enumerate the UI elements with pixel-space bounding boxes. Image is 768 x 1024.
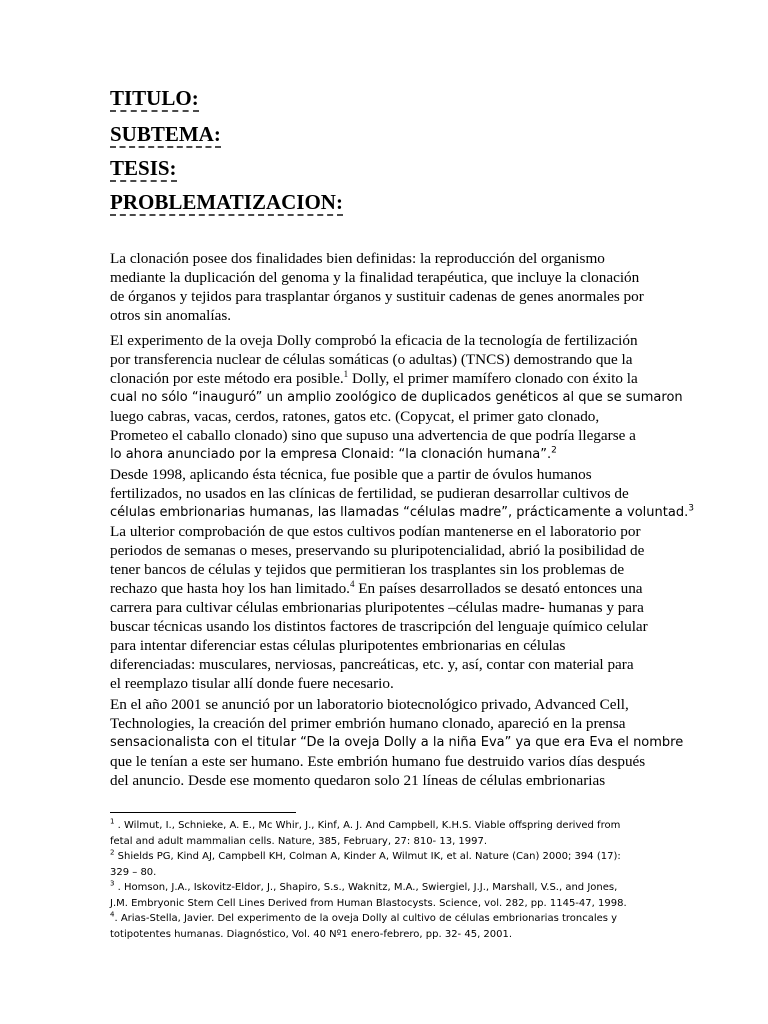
heading-subtema: SUBTEMA:	[110, 122, 221, 146]
footnote-2	[110, 849, 658, 865]
paragraph-2-text: lo ahora anunciado por la empresa Clonaid: “la clonación humana”.	[110, 447, 552, 462]
heading-tesis: TESIS:	[110, 156, 177, 180]
paragraph-3-line: tener bancos de células y tejidos que permitieran los trasplantes sin los problemas de	[110, 561, 625, 578]
footnote-mark: 2	[110, 848, 115, 857]
footnote-ref-1: 1	[343, 368, 349, 379]
paragraph-3-line: buscar técnicas usando los distintos factores de trascripción del lenguaje químico celular	[110, 618, 648, 635]
paragraph-4-line: que le tenían a este ser humano. Este embrión humano fue destruido varios días después	[110, 753, 646, 770]
paragraph-3-text: En países desarrollados se desató entonces una	[354, 580, 643, 597]
paragraph-3-text: rechazo que hasta hoy los han limitado.	[110, 580, 350, 597]
paragraph-3	[110, 465, 694, 693]
footnote-text: . Arias-Stella, Javier. Del experimento de la oveja Dolly al cultivo de células embrionarias troncales y	[114, 913, 618, 924]
footnote-ref-3: 3	[688, 503, 694, 514]
paragraph-2-line: El experimento de la oveja Dolly comprobó la eficacia de la tecnología de fertilización	[110, 332, 638, 349]
footnote-3-cont: J.M. Embryonic Stem Cell Lines Derived from Human Blastocysts. Science, vol. 282, pp. 1145-47, 1998.	[110, 897, 627, 909]
footnote-3	[110, 880, 658, 896]
paragraph-1-line: La clonación posee dos finalidades bien definidas: la reproducción del organismo	[110, 250, 605, 267]
paragraph-2-line	[110, 445, 658, 464]
paragraph-3-line: Desde 1998, aplicando ésta técnica, fue posible que a partir de óvulos humanos	[110, 466, 592, 483]
paragraph-2-text: clonación por este método era posible.	[110, 370, 344, 387]
footnote-mark: 1	[110, 817, 115, 826]
footnote-1	[110, 818, 658, 834]
footnote-4	[110, 911, 658, 927]
footnote-mark: 3	[110, 879, 115, 888]
paragraph-3-line: para intentar diferenciar estas células pluripotentes embrionarias en células	[110, 637, 566, 654]
heading-problematizacion: PROBLEMATIZACION:	[110, 190, 343, 214]
footnote-4-cont: totipotentes humanas. Diagnóstico, Vol. 40 Nº1 enero-febrero, pp. 32- 45, 2001.	[110, 928, 513, 940]
paragraph-1	[110, 249, 658, 325]
paragraph-3-line: el reemplazo tisular allí donde fuere necesario.	[110, 675, 394, 692]
footnote-text: . Wilmut, I., Schnieke, A. E., Mc Whir, J., Kinf, A. J. And Campbell, K.H.S. Viable offspring derived from	[114, 820, 621, 831]
paragraph-3-line: carrera para cultivar células embrionarias pluripotentes –células madre- humanas y para	[110, 599, 644, 616]
paragraph-2	[110, 331, 683, 464]
paragraph-3-text: células embrionarias humanas, las llamadas “células madre”, prácticamente a voluntad.	[110, 505, 689, 520]
paragraph-3-line: La ulterior comprobación de que estos cultivos podían mantenerse en el laboratorio por	[110, 523, 641, 540]
paragraph-4-line: En el año 2001 se anunció por un laboratorio biotecnológico privado, Advanced Cell,	[110, 696, 629, 713]
paragraph-2-line	[110, 369, 658, 388]
footnote-2-cont: 329 – 80.	[110, 866, 157, 878]
footnote-ref-2: 2	[551, 445, 557, 456]
paragraph-2-line: cual no sólo “inauguró” un amplio zoológico de duplicados genéticos al que se sumaron	[110, 390, 683, 405]
paragraph-3-line	[110, 503, 694, 522]
paragraph-1-line: mediante la duplicación del genoma y la finalidad terapéutica, que incluye la clonación	[110, 269, 640, 286]
heading-titulo: TITULO:	[110, 86, 199, 110]
paragraph-1-line: de órganos y tejidos para trasplantar órganos y sustituir cadenas de genes anormales por	[110, 288, 644, 305]
paragraph-2-line: luego cabras, vacas, cerdos, ratones, gatos etc. (Copycat, el primer gato clonado,	[110, 408, 600, 425]
paragraph-4	[110, 695, 684, 790]
paragraph-2-line: Prometeo el caballo clonado) sino que supuso una advertencia de que podría llegarse a	[110, 427, 636, 444]
paragraph-4-line: del anuncio. Desde ese momento quedaron solo 21 líneas de células embrionarias	[110, 772, 606, 789]
paragraph-4-line: Technologies, la creación del primer embrión humano clonado, apareció en la prensa	[110, 715, 626, 732]
paragraph-3-line: fertilizados, no usados en las clínicas de fertilidad, se pudieran desarrollar cultivos de	[110, 485, 629, 502]
footnote-separator	[110, 812, 296, 813]
paragraph-4-line: sensacionalista con el titular “De la oveja Dolly a la niña Eva” ya que era Eva el nombre	[110, 735, 684, 750]
paragraph-3-line: diferenciadas: musculares, nerviosas, pancreáticas, etc. y, así, contar con material para	[110, 656, 634, 673]
paragraph-2-line: por transferencia nuclear de células somáticas (o adultas) (TNCS) demostrando que la	[110, 351, 633, 368]
paragraph-3-line	[110, 579, 658, 598]
footnotes	[110, 818, 658, 942]
paragraph-2-text: Dolly, el primer mamífero clonado con éxito la	[348, 370, 638, 387]
footnote-text: Shields PG, Kind AJ, Campbell KH, Colman A, Kinder A, Wilmut IK, et al. Nature (Can) 2000; 394 (17):	[114, 851, 621, 862]
paragraph-1-line: otros sin anomalías.	[110, 307, 232, 324]
footnote-ref-4: 4	[349, 578, 355, 589]
footnote-mark: 4	[110, 910, 115, 919]
footnote-text: . Homson, J.A., Iskovitz-Eldor, J., Shapiro, S.s., Waknitz, M.A., Swiergiel, J.J., Marshall, V.S., and Jones,	[114, 882, 618, 893]
footnote-1-cont: fetal and adult mammalian cells. Nature, 385, February, 27: 810- 13, 1997.	[110, 835, 488, 847]
paragraph-3-line: periodos de semanas o meses, preservando su pluripotencialidad, abrió la posibilidad de	[110, 542, 645, 559]
